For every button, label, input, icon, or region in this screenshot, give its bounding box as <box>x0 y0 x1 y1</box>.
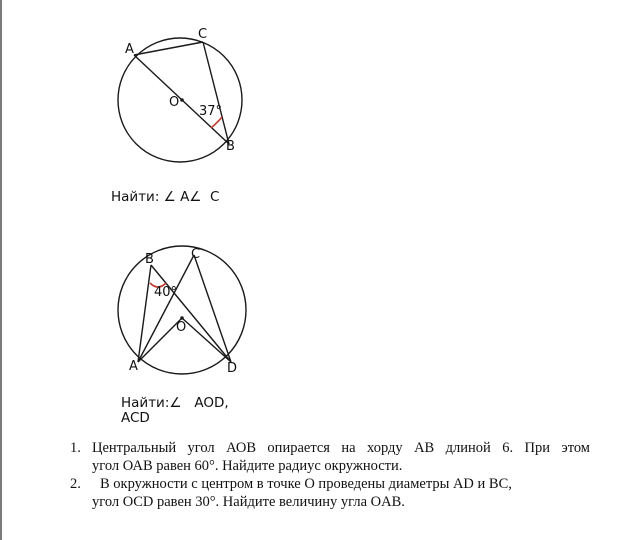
fig2-find-text-line2: ACD <box>121 410 150 426</box>
fig2-label-a: A <box>129 359 138 374</box>
problem-2 <box>70 475 590 511</box>
problem-list <box>70 439 590 511</box>
fig2-label-c: C <box>191 247 201 262</box>
problem-1 <box>70 439 590 475</box>
problem-1-line1: Центральный угол АОВ опирается на хорду АВ длиной 6. При этом <box>92 440 590 456</box>
fig2-label-b: B <box>145 252 154 267</box>
problem-1-number: 1. <box>70 440 81 456</box>
problem-1-line2: угол ОАВ равен 60°. Найдите радиус окружности. <box>92 458 403 474</box>
problem-2-number: 2. <box>70 476 81 492</box>
fig1-label-o: O <box>169 95 180 110</box>
fig2-label-o: O <box>176 320 187 335</box>
problem-2-line1: В окружности с центром в точке О проведены диаметры AD и ВС, <box>100 476 512 492</box>
fig2-chord-ca <box>138 255 194 362</box>
fig2-chord-ba <box>138 265 151 362</box>
fig2-find-text-line1: Найти:∠ AOD, <box>121 395 229 411</box>
fig2-circle <box>118 246 246 374</box>
fig1-label-c: C <box>198 27 208 42</box>
fig1-find-text: Найти: ∠ A∠ C <box>111 189 220 205</box>
fig2-angle-label: 40° <box>154 285 178 300</box>
fig1-label-a: A <box>125 42 134 57</box>
fig1-angle-label: 37° <box>199 104 223 119</box>
fig2-label-d: D <box>227 361 238 376</box>
fig1-label-b: B <box>226 139 235 154</box>
problem-2-line2: угол OCD равен 30°. Найдите величину угла OAB. <box>92 494 405 510</box>
